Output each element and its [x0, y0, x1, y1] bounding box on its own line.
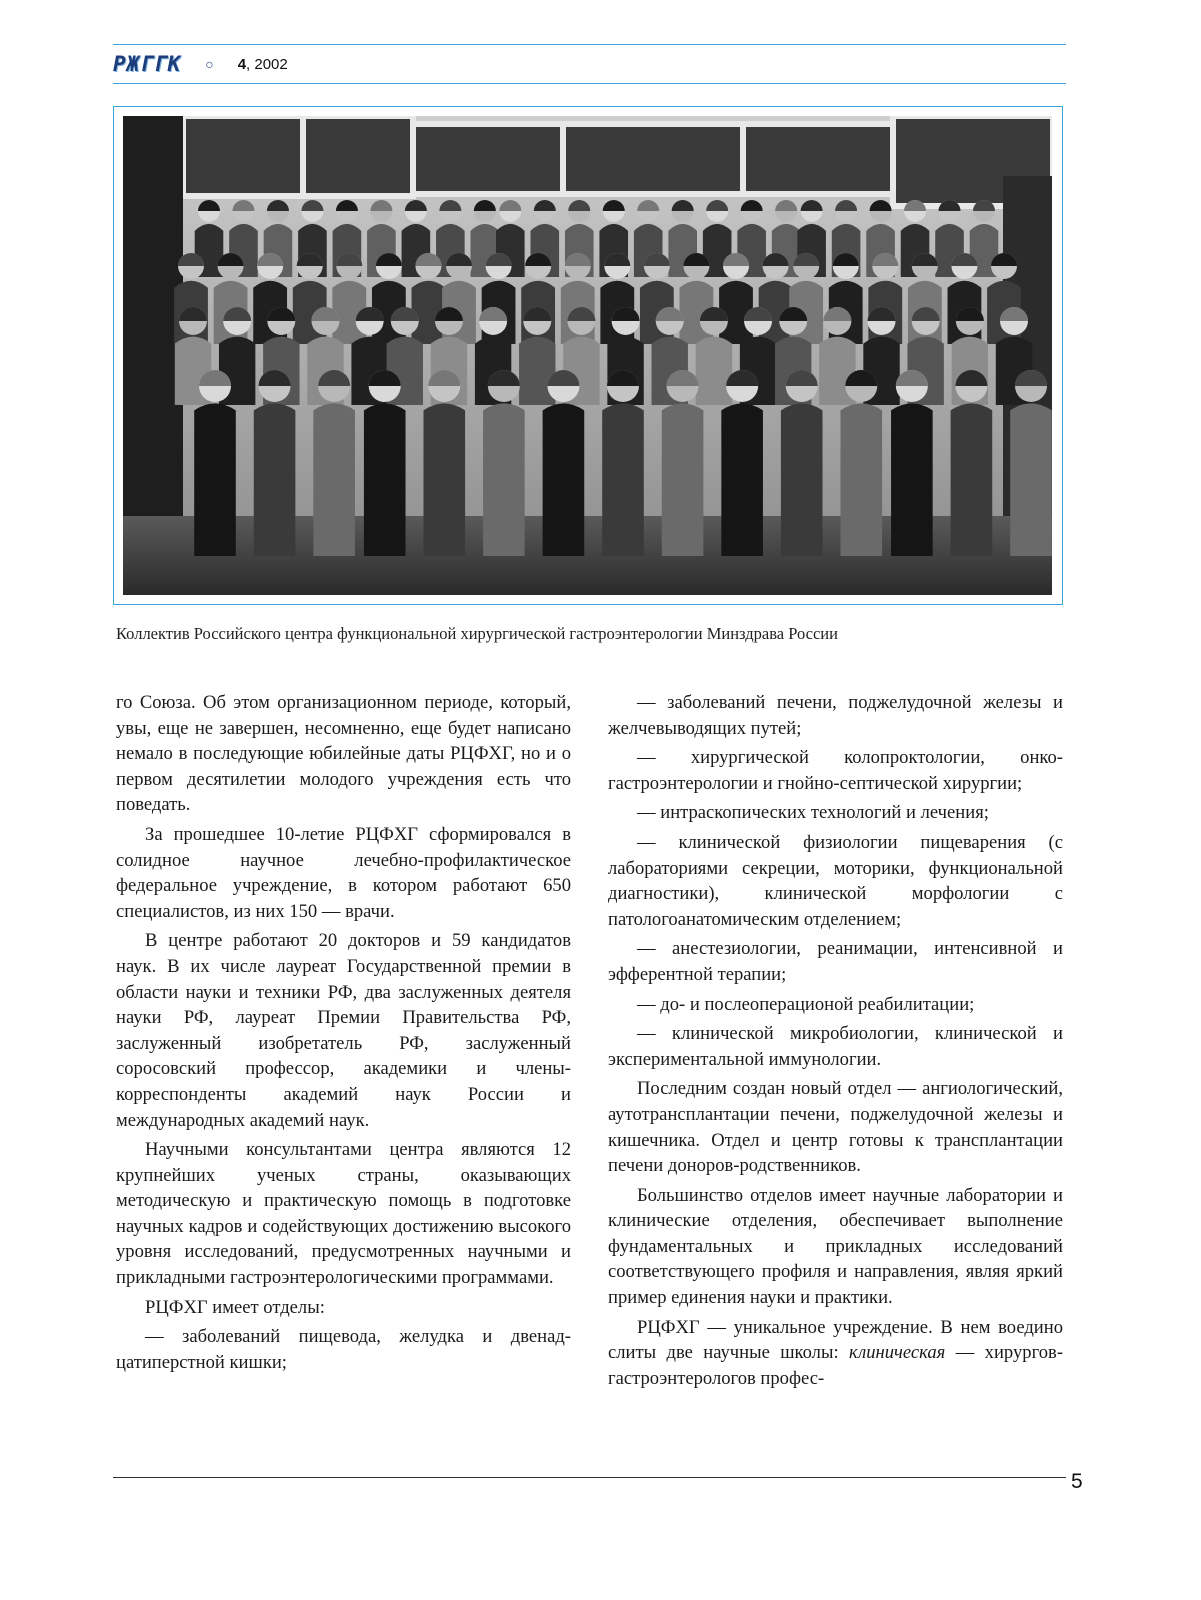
person-silhouette: [423, 403, 465, 556]
group-photo: [123, 116, 1052, 595]
running-header: [113, 50, 288, 78]
photo-caption: Коллектив Российского центра функциональной хирургической гастроэнтерологии Минздрава России: [116, 624, 838, 643]
list-item: — заболеваний печени, поджелудочной железы и желчевыводящих путей;: [608, 692, 1063, 739]
header-top-rule: [113, 44, 1066, 45]
article-column-left: [116, 690, 571, 1375]
paragraph: За прошедшее 10-летие РЦФХГ сформировался в солидное научное лечебно-профилактическое федеральное учреждение, в котором работают 650 специалистов, из них 150 — врачи.: [116, 823, 571, 922]
person-silhouette: [194, 403, 236, 556]
person-silhouette: [364, 403, 406, 556]
person-silhouette: [1010, 403, 1052, 556]
list-item: — хирургической колопроктологии, онкогастроэнтерологии и гнойно-септической хирургии;: [608, 747, 1063, 794]
paragraph: В центре работают 20 докторов и 59 кандидатов наук. В их числе лауреат Государственной премии в области науки и техники РФ, два заслуженных деятеля науки РФ, лауреат Премии Правительства РФ, заслуженный изобретатель РФ, заслуженный соросовский профессор, академики и члены-корреспонденты академий наук России и международных академий наук.: [116, 930, 571, 1131]
person-silhouette: [313, 403, 355, 556]
list-item: — до- и послеоперационой реабилитации;: [637, 993, 975, 1015]
issue-year: , 2002: [246, 55, 288, 73]
person-silhouette: [483, 403, 525, 556]
list-item: — интраскопических технологий и лечения;: [637, 802, 989, 824]
paragraph: [608, 1315, 1063, 1392]
person-silhouette: [519, 337, 555, 405]
article-column-right: [608, 690, 1063, 1391]
text-run: — хирургов-гастроэнтерологов профес-: [608, 1342, 1064, 1389]
person-silhouette: [602, 403, 644, 556]
issue-info: [238, 56, 288, 73]
person-silhouette: [951, 403, 993, 556]
list-item: — клинической микробиологии, клинической и экспериментальной иммунологии.: [608, 1023, 1063, 1070]
list-item: — заболеваний пищевода, желудка и двенадцатиперстной кишки;: [116, 1326, 571, 1373]
photo-frame: [113, 106, 1063, 605]
list-item: — анестезиологии, реанимации, интенсивной и эфферентной терапии;: [608, 938, 1063, 985]
footer-rule: [113, 1477, 1066, 1478]
page-number: 5: [1071, 1470, 1083, 1493]
person-silhouette: [891, 403, 933, 556]
paragraph: го Союза. Об этом организационном периоде, который, увы, еще не завершен, несомненно, еще будет написано немало в последующие юбилейные даты РЦФХГ, но и о первом десятилетии молодого учреждения есть что поведать.: [116, 692, 571, 816]
person-silhouette: [840, 403, 882, 556]
paragraph: Большинство отделов имеет научные лаборатории и клинические отделения, обеспечивает выполнение фундаментальных и прикладных исследований соответствующего профиля и направления, являя яркий пример единения науки и практики.: [608, 1184, 1063, 1309]
person-silhouette: [254, 403, 296, 556]
emphasis: клиническая: [849, 1342, 946, 1364]
header-bottom-rule: [113, 83, 1066, 84]
person-silhouette: [662, 403, 704, 556]
journal-logo: РЖГГК: [113, 52, 182, 76]
separator-circle-icon: ○: [205, 56, 214, 72]
paragraph: Научными консультантами центра являются 12 крупнейших ученых страны, оказывающих методическую и практическую помощь в подготовке научных кадров и содействующих достижению высокого уровня исследований, предусмотренных научными и прикладными гастроэнтерологическими программами.: [116, 1139, 571, 1289]
paragraph: Последним создан новый отдел — ангиологический, аутотрансплантации печени, поджелудочной железы и кишечника. Отдел и центр готовы к трансплантации печени доноров-родственников.: [608, 1078, 1063, 1177]
paragraph: РЦФХГ имеет отделы:: [145, 1296, 325, 1318]
person-silhouette: [721, 403, 763, 556]
list-item: — клинической физиологии пищеварения (с лабораториями секреции, моторики, функциональной диагностики), клинической морфологии с патологоанатомическим отделением;: [608, 831, 1063, 930]
person-silhouette: [696, 337, 732, 405]
text-run: РЦФХГ — уникальное учреждение. В нем воедино слиты две научные школы:: [608, 1316, 1063, 1364]
person-silhouette: [543, 403, 585, 556]
issue-number: 4: [237, 55, 247, 73]
person-silhouette: [781, 403, 823, 556]
